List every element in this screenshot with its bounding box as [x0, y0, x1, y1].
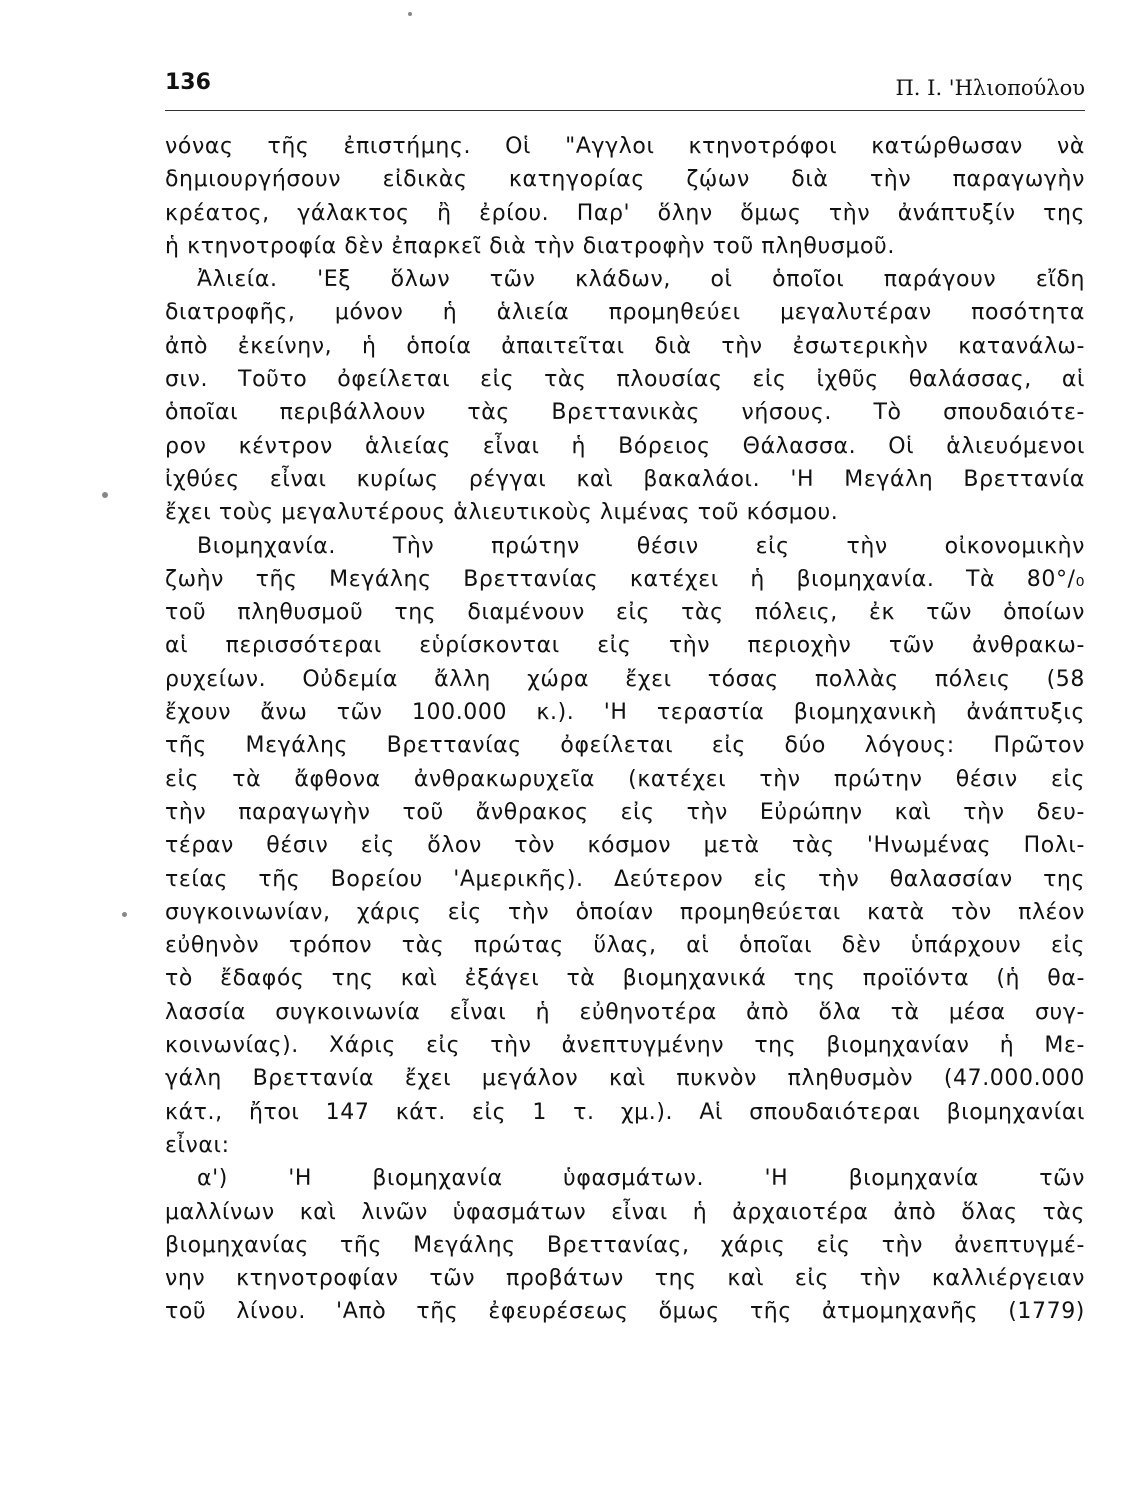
- running-head: Π. Ι. 'Ηλιοπούλου: [895, 76, 1085, 100]
- text-line: νόνας τῆς ἐπιστήμης. Οἱ "Αγγλοι κτηνοτρόφοι κατώρθωσαν νὰ: [165, 134, 1085, 159]
- text-line: τῆς Μεγάλης Βρεττανίας ὀφείλεται εἰς δύο λόγους: Πρῶτον: [165, 733, 1085, 759]
- text-line: τείας τῆς Βορείου 'Αμερικῆς). Δεύτερον εἰς τὴν θαλασσίαν της: [165, 866, 1085, 892]
- text-line: μαλλίνων καὶ λινῶν ὑφασμάτων εἶναι ἡ ἀρχαιοτέρα ἀπὸ ὅλας τὰς: [165, 1199, 1085, 1225]
- text-line: ἔχει τοὺς μεγαλυτέρους ἁλιευτικοὺς λιμένας τοῦ κόσμου.: [165, 500, 839, 526]
- text-line: δημιουργήσουν εἰδικὰς κατηγορίας ζῴων διὰ τὴν παραγωγὴν: [165, 167, 1085, 193]
- text-line: εἶναι:: [165, 1132, 230, 1158]
- text-line: συγκοινωνίαν, χάρις εἰς τὴν ὁποίαν προμηθεύεται κατὰ τὸν πλέον: [165, 899, 1085, 925]
- paper-speck: [102, 492, 108, 498]
- text-line: τοῦ λίνου. 'Απὸ τῆς ἐφευρέσεως ὅμως τῆς ἀτμομηχανῆς (1779): [165, 1299, 1085, 1325]
- text-line: λασσία συγκοινωνία εἶναι ἡ εὐθηνοτέρα ἀπὸ ὅλα τὰ μέσα συγ-: [165, 999, 1085, 1025]
- text-line: Ἀλιεία. 'Εξ ὅλων τῶν κλάδων, οἱ ὁποῖοι παράγουν εἴδη: [197, 267, 1085, 293]
- text-line: σιν. Τοῦτο ὀφείλεται εἰς τὰς πλουσίας εἰς ἰχθῦς θαλάσσας, αἱ: [165, 367, 1085, 393]
- text-line: ρυχείων. Οὐδεμία ἄλλη χώρα ἔχει τόσας πολλὰς πόλεις (58: [165, 666, 1085, 692]
- text-line: διατροφῆς, μόνον ἡ ἁλιεία προμηθεύει μεγαλυτέραν ποσότητα: [165, 300, 1085, 326]
- text-line: γάλη Βρεττανία ἔχει μεγάλον καὶ πυκνὸν πληθυσμὸν (47.000.000: [165, 1066, 1085, 1092]
- text-line: εἰς τὰ ἄφθονα ἀνθρακωρυχεῖα (κατέχει τὴν πρώτην θέσιν εἰς: [165, 766, 1085, 792]
- text-line: κάτ., ἤτοι 147 κάτ. εἰς 1 τ. χμ.). Αἱ σπουδαιότεραι βιομηχανίαι: [165, 1099, 1085, 1125]
- text-line: κρέατος, γάλακτος ἢ ἐρίου. Παρ' ὅλην ὅμως τὴν ἀνάπτυξίν της: [165, 200, 1085, 226]
- page-number: 136: [165, 70, 211, 95]
- text-line: τὴν παραγωγὴν τοῦ ἄνθρακος εἰς τὴν Εὐρώπην καὶ τὴν δευ-: [165, 799, 1085, 825]
- text-line: βιομηχανίας τῆς Μεγάλης Βρεττανίας, χάρις εἰς τὴν ἀνεπτυγμέ-: [165, 1232, 1085, 1258]
- body-text: [165, 130, 1085, 1329]
- text-line: νην κτηνοτροφίαν τῶν προβάτων της καὶ εἰς τὴν καλλιέργειαν: [165, 1266, 1085, 1292]
- text-line: εὐθηνὸν τρόπον τὰς πρώτας ὕλας, αἱ ὁποῖαι δὲν ὑπάρχουν εἰς: [165, 933, 1085, 959]
- text-line: ζωὴν τῆς Μεγάλης Βρεττανίας κατέχει ἡ βιομηχανία. Τὰ 80°/₀: [165, 566, 1085, 592]
- header-rule: [165, 110, 1085, 111]
- page-header: [165, 62, 1085, 102]
- text-line: τοῦ πληθυσμοῦ της διαμένουν εἰς τὰς πόλεις, ἐκ τῶν ὁποίων: [165, 600, 1085, 626]
- text-line: ἔχουν ἄνω τῶν 100.000 κ.). 'Η τεραστία βιομηχανικὴ ἀνάπτυξις: [165, 700, 1085, 726]
- text-line: Βιομηχανία. Τὴν πρώτην θέσιν εἰς τὴν οἰκονομικὴν: [197, 533, 1085, 559]
- text-line: τέραν θέσιν εἰς ὅλον τὸν κόσμον μετὰ τὰς 'Ηνωμένας Πολι-: [165, 833, 1085, 859]
- text-line: ὁποῖαι περιβάλλουν τὰς Βρεττανικὰς νήσους. Τὸ σπουδαιότε-: [165, 400, 1085, 426]
- text-line: ρον κέντρον ἁλιείας εἶναι ἡ Βόρειος Θάλασσα. Οἱ ἁλιευόμενοι: [165, 433, 1085, 459]
- text-line: αἱ περισσότεραι εὑρίσκονται εἰς τὴν περιοχὴν τῶν ἀνθρακω-: [165, 633, 1085, 659]
- text-line: ἰχθύες εἶναι κυρίως ρέγγαι καὶ βακαλάοι. 'Η Μεγάλη Βρεττανία: [165, 466, 1085, 492]
- text-line: κοινωνίας). Χάρις εἰς τὴν ἀνεπτυγμένην της βιομηχανίαν ἡ Με-: [165, 1033, 1085, 1059]
- text-line: ἀπὸ ἐκείνην, ἡ ὁποία ἀπαιτεῖται διὰ τὴν ἐσωτερικὴν κατανάλω-: [165, 333, 1085, 359]
- text-line: α') 'Η βιομηχανία ὑφασμάτων. 'Η βιομηχανία τῶν: [197, 1166, 1085, 1192]
- text-line: ἡ κτηνοτροφία δὲν ἐπαρκεῖ διὰ τὴν διατροφὴν τοῦ πληθυσμοῦ.: [165, 233, 895, 259]
- paper-speck: [408, 12, 412, 16]
- text-line: τὸ ἔδαφός της καὶ ἐξάγει τὰ βιομηχανικά της προϊόντα (ἡ θα-: [165, 966, 1085, 992]
- paper-speck: [122, 912, 127, 917]
